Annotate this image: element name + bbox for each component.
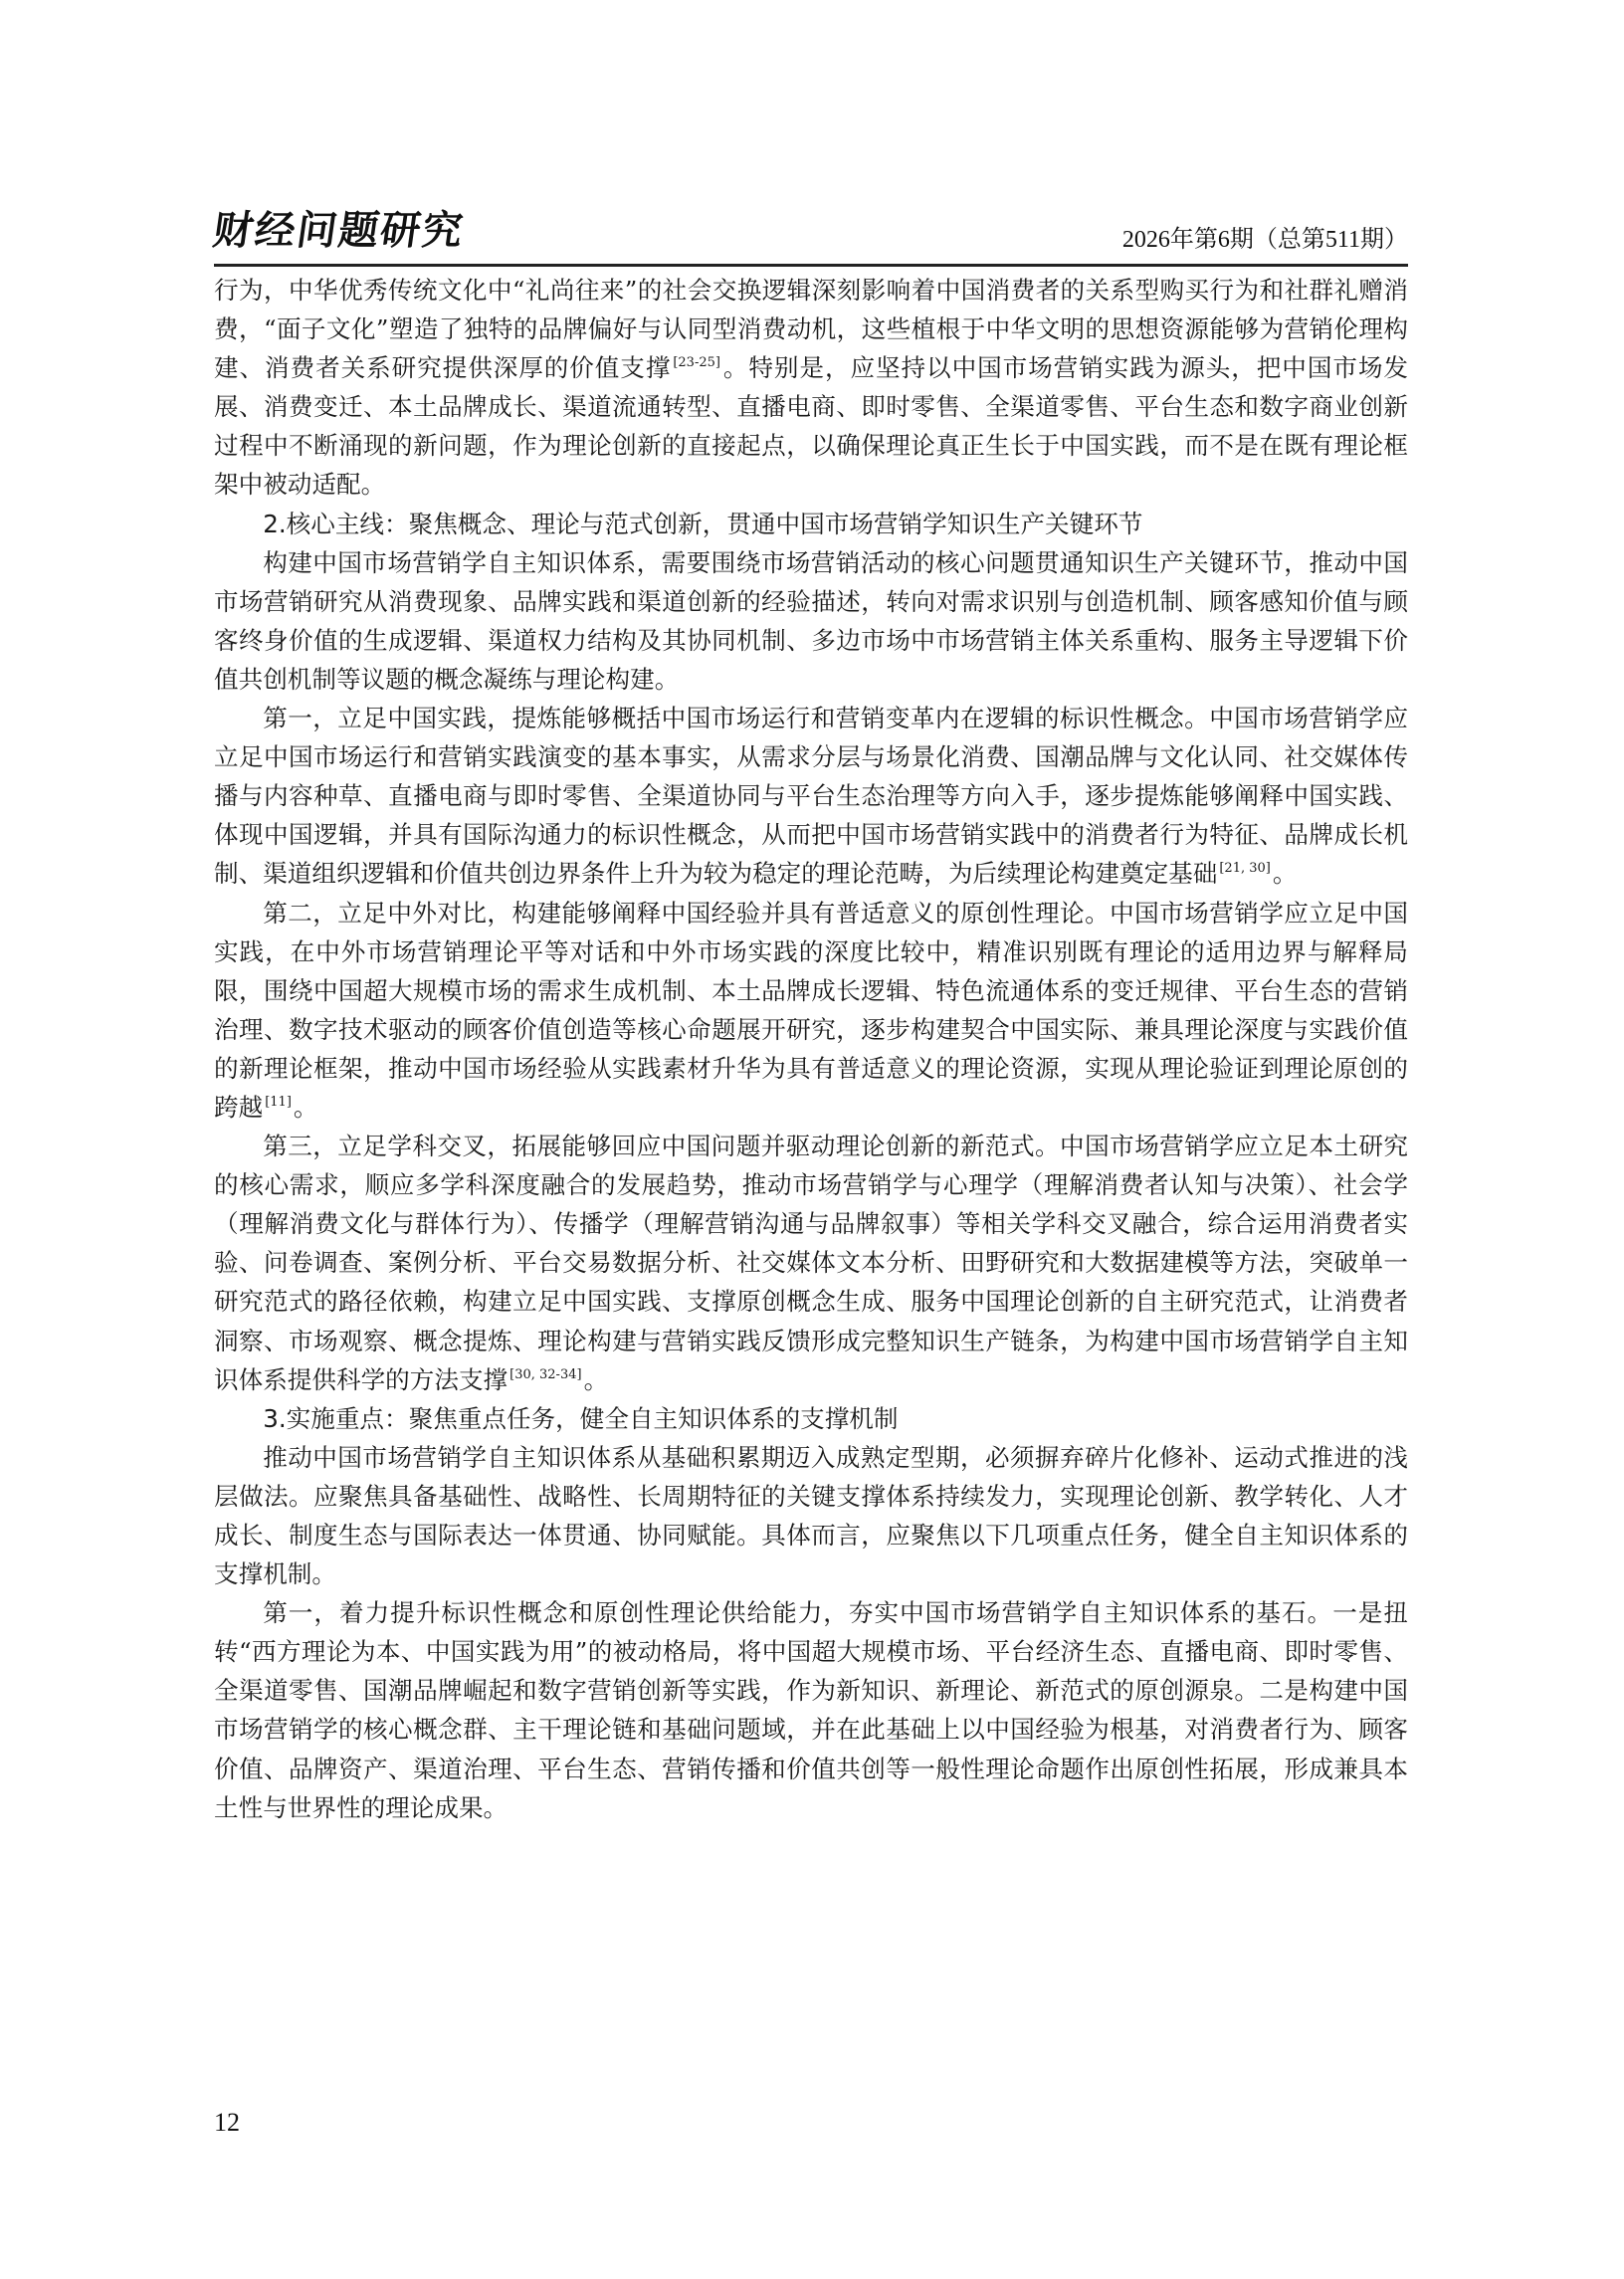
page-number: 12 (214, 2108, 240, 2137)
paragraph (214, 894, 1408, 1128)
citation: [23-25] (673, 355, 720, 371)
paragraph (214, 699, 1408, 893)
section-heading: 2.核心主线：聚焦概念、理论与范式创新，贯通中国市场营销学知识生产关键环节 (263, 509, 1143, 538)
paragraph-text: 。 (293, 1092, 318, 1122)
paragraph-text: 。 (1272, 859, 1298, 889)
paragraph (214, 1127, 1408, 1399)
paragraph-text: 第二，立足中外对比，构建能够阐释中国经验并具有普适意义的原创性理论。中国市场营销学应立足中国实践，在中外市场营销理论平等对话和中外市场实践的深度比较中，精准识别既有理论的适用边界与解释局限，围绕中国超大规模市场的需求生成机制、本土品牌成长逻辑、特色流通体系的变迁规律、平台生态的营销治理、数字技术驱动的顾客价值创造等核心命题展开研究，逐步构建契合中国实际、兼具理论深度与实践价值的新理论框架，推动中国市场经验从实践素材升华为具有普适意义的理论资源，实现从理论验证到理论原创的跨越 (214, 898, 1408, 1122)
paragraph-text: 行为，中华优秀传统文化中“礼尚往来”的社会交换逻辑深刻影响着中国消费者的关系型购买行为和社群礼赠消费，“面子文化”塑造了独特的品牌偏好与认同型消费动机，这些植根于中华文明的思想资源能够为营销伦理构建、消费者关系研究提供深厚的价值支撑 (214, 276, 1408, 383)
issue-number: 2026年第6期（总第511期） (1121, 227, 1408, 253)
paragraph (214, 271, 1408, 505)
journal-masthead: 财经问题研究 (210, 207, 468, 254)
running-header (210, 204, 1408, 267)
citation: [21, 30] (1219, 861, 1271, 877)
paragraph: 推动中国市场营销学自主知识体系从基础积累期迈入成熟定型期，必须摒弃碎片化修补、运动式推进的浅层做法。应聚焦具备基础性、战略性、长周期特征的关键支撑体系持续发力，实现理论创新、教学转化、人才成长、制度生态与国际表达一体贯通、协同赋能。具体而言，应聚焦以下几项重点任务，健全自主知识体系的支撑机制。 (214, 1442, 1408, 1589)
paragraph: 构建中国市场营销学自主知识体系，需要围绕市场营销活动的核心问题贯通知识生产关键环节，推动中国市场营销研究从消费现象、品牌实践和渠道创新的经验描述，转向对需求识别与创造机制、顾客感知价值与顾客终身价值的生成逻辑、渠道权力结构及其协同机制、多边市场中市场营销主体关系重构、服务主导逻辑下价值共创机制等议题的概念凝练与理论构建。 (214, 547, 1408, 694)
citation: [11] (265, 1094, 292, 1110)
article-body (214, 271, 1408, 1827)
paragraph: 第一，着力提升标识性概念和原创性理论供给能力，夯实中国市场营销学自主知识体系的基石。一是扭转“西方理论为本、中国实践为用”的被动格局，将中国超大规模市场、平台经济生态、直播电商、即时零售、全渠道零售、国潮品牌崛起和数字营销创新等实践，作为新知识、新理论、新范式的原创源泉。二是构建中国市场营销学的核心概念群、主干理论链和基础问题域，并在此基础上以中国经验为根基，对消费者行为、顾客价值、品牌资产、渠道治理、平台生态、营销传播和价值共创等一般性理论命题作出原创性拓展，形成兼具本土性与世界性的理论成果。 (214, 1598, 1408, 1822)
citation: [30, 32-34] (509, 1366, 582, 1382)
paragraph-text: 第三，立足学科交叉，拓展能够回应中国问题并驱动理论创新的新范式。中国市场营销学应立足本土研究的核心需求，顺应多学科深度融合的发展趋势，推动市场营销学与心理学（理解消费者认知与决策）、社会学（理解消费文化与群体行为）、传播学（理解营销沟通与品牌叙事）等相关学科交叉融合，综合运用消费者实验、问卷调查、案例分析、平台交易数据分析、社交媒体文本分析、田野研究和大数据建模等方法，突破单一研究范式的路径依赖，构建立足中国实践、支撑原创概念生成、服务中国理论创新的自主研究范式，让消费者洞察、市场观察、概念提炼、理论构建与营销实践反馈形成完整知识生产链条，为构建中国市场营销学自主知识体系提供科学的方法支撑 (214, 1132, 1408, 1394)
paragraph-text: 第一，立足中国实践，提炼能够概括中国市场运行和营销变革内在逻辑的标识性概念。中国市场营销学应立足中国市场运行和营销实践演变的基本事实，从需求分层与场景化消费、国潮品牌与文化认同、社交媒体传播与内容种草、直播电商与即时零售、全渠道协同与平台生态治理等方向入手，逐步提炼能够阐释中国实践、体现中国逻辑，并具有国际沟通力的标识性概念，从而把中国市场营销实践中的消费者行为特征、品牌成长机制、渠道组织逻辑和价值共创边界条件上升为较为稳定的理论范畴，为后续理论构建奠定基础 (214, 704, 1408, 889)
section-heading: 3.实施重点：聚焦重点任务，健全自主知识体系的支撑机制 (263, 1403, 899, 1433)
paragraph-text: 。特别是，应坚持以中国市场营销实践为源头，把中国市场发展、消费变迁、本土品牌成长、渠道流通转型、直播电商、即时零售、全渠道零售、平台生态和数字商业创新过程中不断涌现的新问题，作为理论创新的直接起点，以确保理论真正生长于中国实践，而不是在既有理论框架中被动适配。 (214, 353, 1408, 500)
paragraph-text: 。 (583, 1364, 609, 1394)
